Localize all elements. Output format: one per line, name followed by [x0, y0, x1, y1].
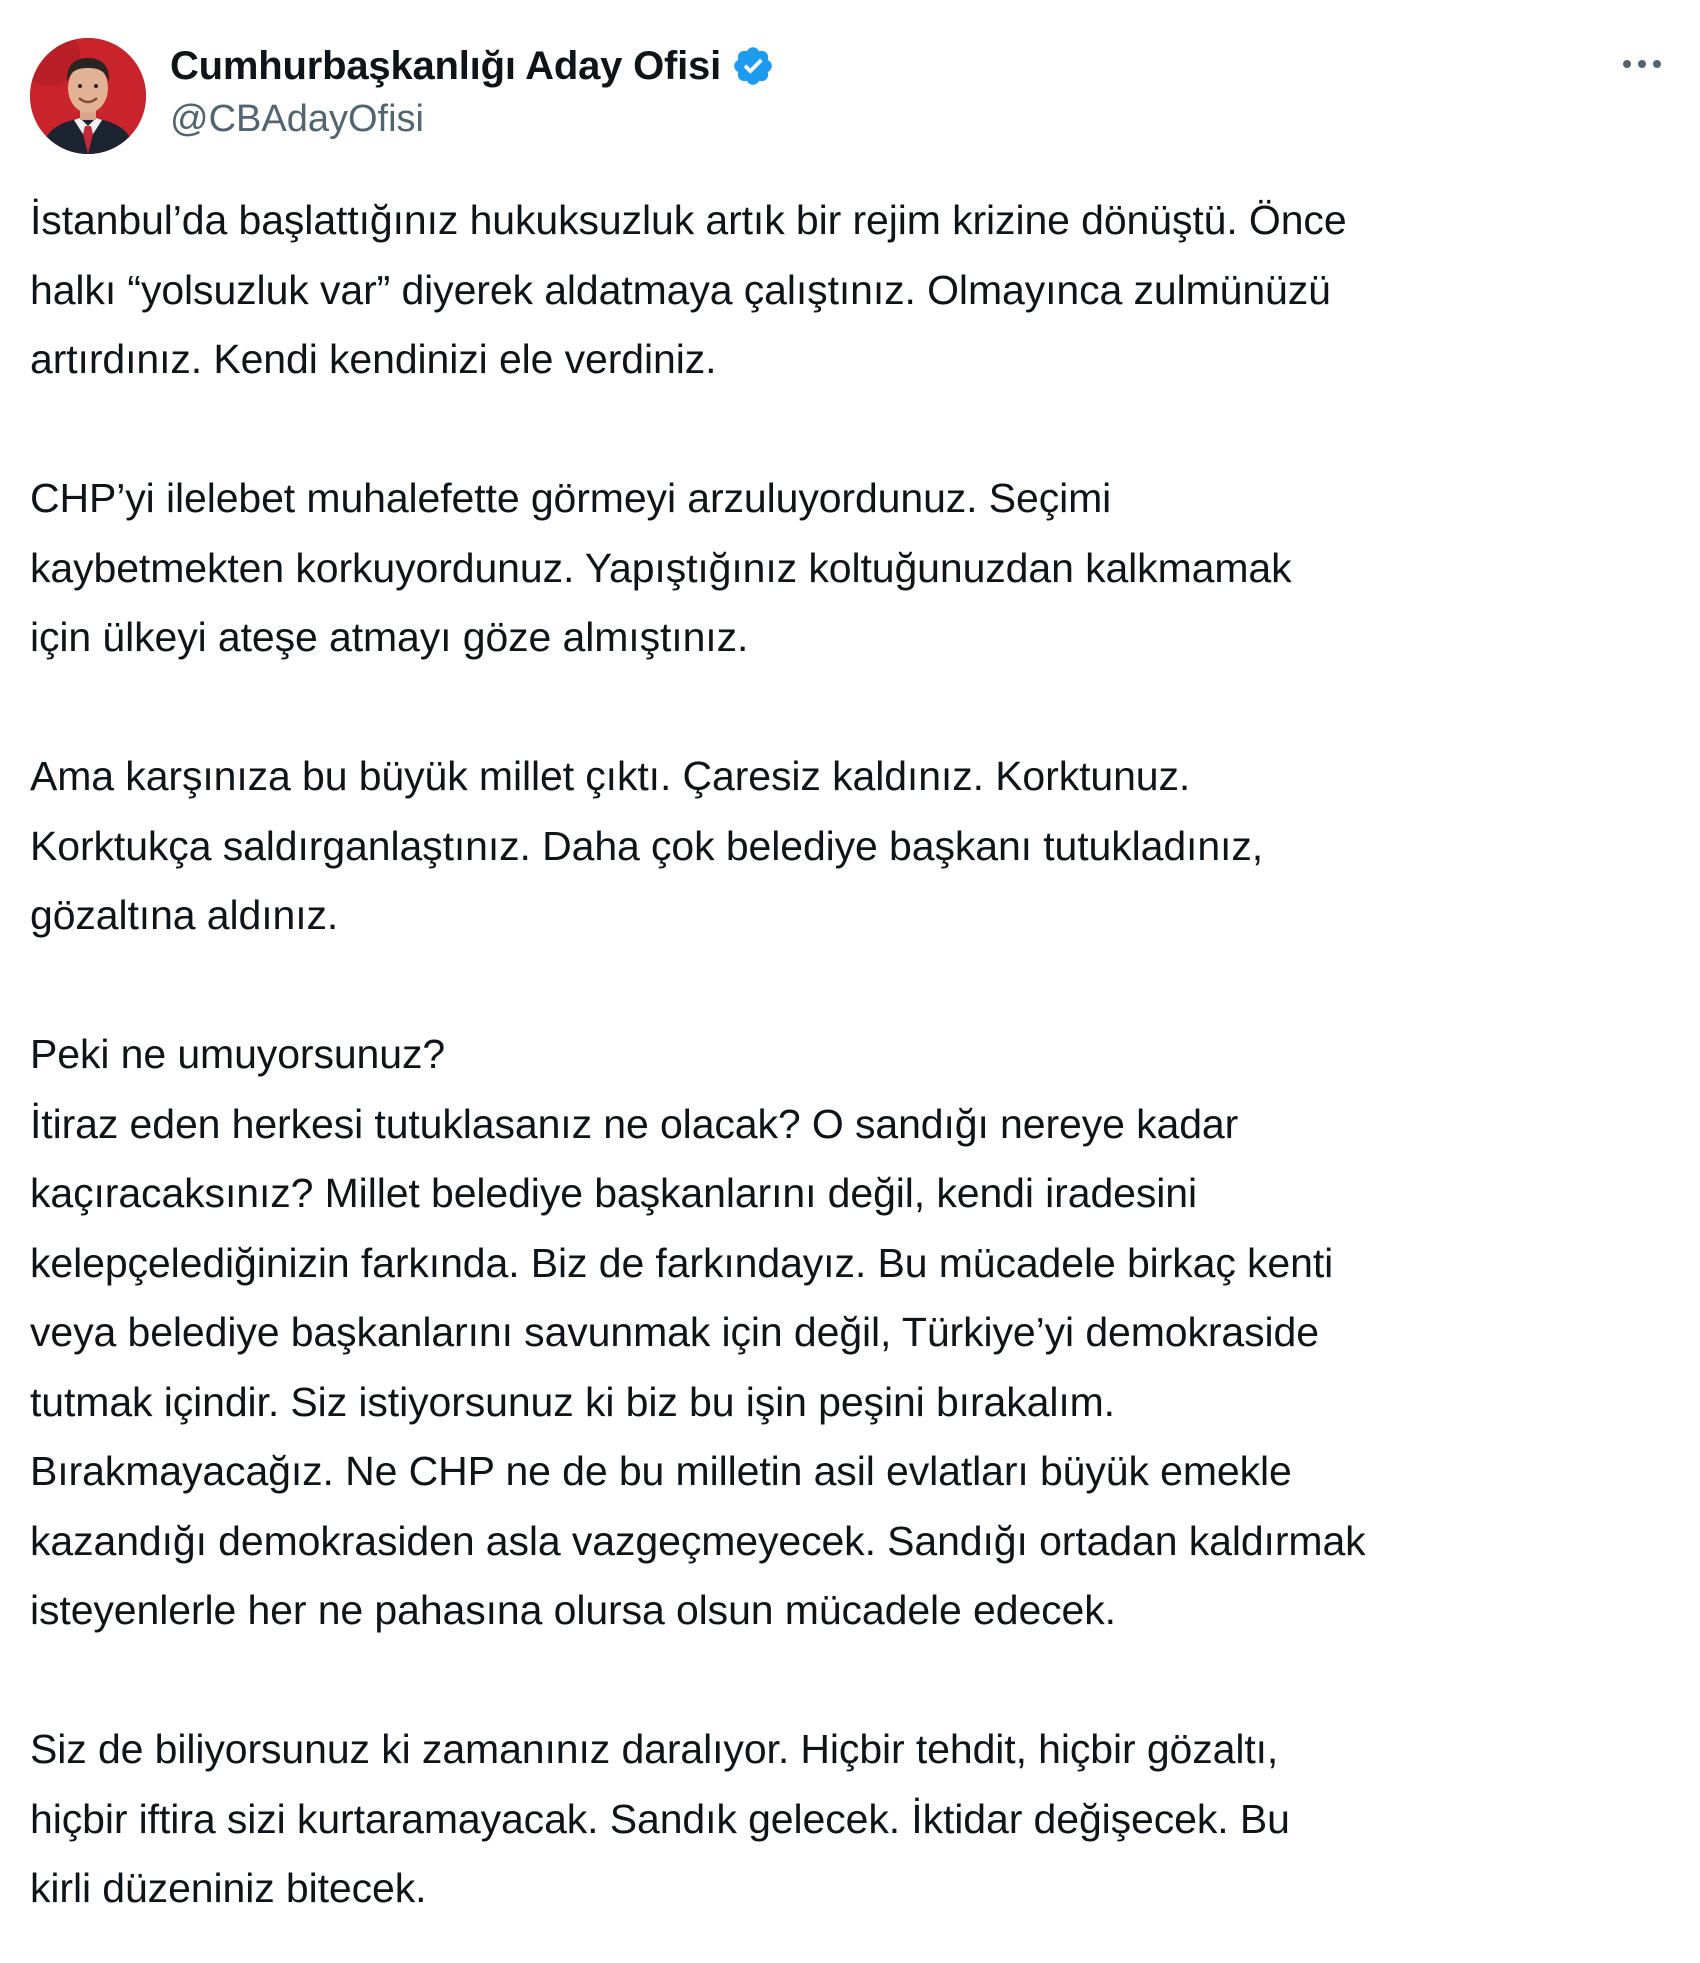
text-line: gözaltına aldınız. — [30, 892, 339, 938]
text-line: hiçbir iftira sizi kurtaramayacak. Sandık gelecek. İktidar değişecek. Bu — [30, 1795, 1290, 1842]
text-line: kelepçelediğinizin farkında. Biz de farkındayız. Bu mücadele birkaç kenti — [30, 1239, 1334, 1286]
tweet — [30, 36, 1670, 1924]
tweet-paragraph — [30, 1715, 1670, 1924]
text-line: kaçıracaksınız? Millet belediye başkanlarını değil, kendi iradesini — [30, 1170, 1197, 1216]
text-line: Peki ne umuyorsunuz? — [30, 1031, 446, 1077]
tweet-paragraph — [30, 186, 1670, 395]
display-name[interactable]: Cumhurbaşkanlığı Aday Ofisi — [170, 43, 722, 88]
text-line: için ülkeyi ateşe atmayı göze almıştınız. — [30, 614, 749, 660]
text-line: Ama karşınıza bu büyük millet çıktı. Çaresiz kaldınız. Korktunuz. — [30, 753, 1191, 799]
text-line: isteyenlerle her ne pahasına olursa olsun mücadele edecek. — [30, 1587, 1116, 1633]
text-line: kirli düzeniniz bitecek. — [30, 1865, 427, 1911]
text-line: Bırakmayacağız. Ne CHP ne de bu milletin asil evlatları büyük emekle — [30, 1448, 1292, 1494]
tweet-paragraph — [30, 1020, 1670, 1646]
text-line: kaybetmekten korkuyordunuz. Yapıştığınız koltuğunuzdan kalkmamak — [30, 544, 1292, 591]
verified-badge-icon[interactable] — [731, 44, 775, 88]
text-line: veya belediye başkanlarını savunmak için değil, Türkiye’yi demokraside — [30, 1309, 1319, 1355]
text-line: artırdınız. Kendi kendinizi ele verdiniz. — [30, 336, 717, 382]
tweet-paragraph — [30, 464, 1670, 673]
text-line: İtiraz eden herkesi tutuklasanız ne olacak? O sandığı nereye kadar — [30, 1100, 1239, 1147]
tweet-paragraph — [30, 742, 1670, 951]
text-line: CHP’yi ilelebet muhalefette görmeyi arzuluyordunuz. Seçimi — [30, 475, 1112, 521]
profile-photo-icon[interactable] — [30, 38, 146, 154]
text-line: kazandığı demokrasiden asla vazgeçmeyecek. Sandığı ortadan kaldırmak — [30, 1517, 1366, 1564]
text-line: Korktukça saldırganlaştınız. Daha çok belediye başkanı tutukladınız, — [30, 822, 1264, 869]
more-horizontal-icon[interactable] — [1614, 44, 1670, 84]
text-line: Siz de biliyorsunuz ki zamanınız daralıyor. Hiçbir tehdit, hiçbir gözaltı, — [30, 1726, 1279, 1772]
tweet-header — [30, 36, 1670, 156]
text-line: İstanbul’da başlattığınız hukuksuzluk artık bir rejim krizine dönüştü. Önce — [30, 197, 1347, 243]
text-line: halkı “yolsuzluk var” diyerek aldatmaya çalıştınız. Olmayınca zulmünüzü — [30, 266, 1331, 313]
tweet-text — [30, 186, 1670, 1924]
display-name-row — [170, 36, 775, 96]
account-names — [170, 36, 775, 141]
account-handle[interactable]: @CBAdayOfisi — [170, 98, 424, 140]
text-line: tutmak içindir. Siz istiyorsunuz ki biz bu işin peşini bırakalım. — [30, 1378, 1115, 1425]
